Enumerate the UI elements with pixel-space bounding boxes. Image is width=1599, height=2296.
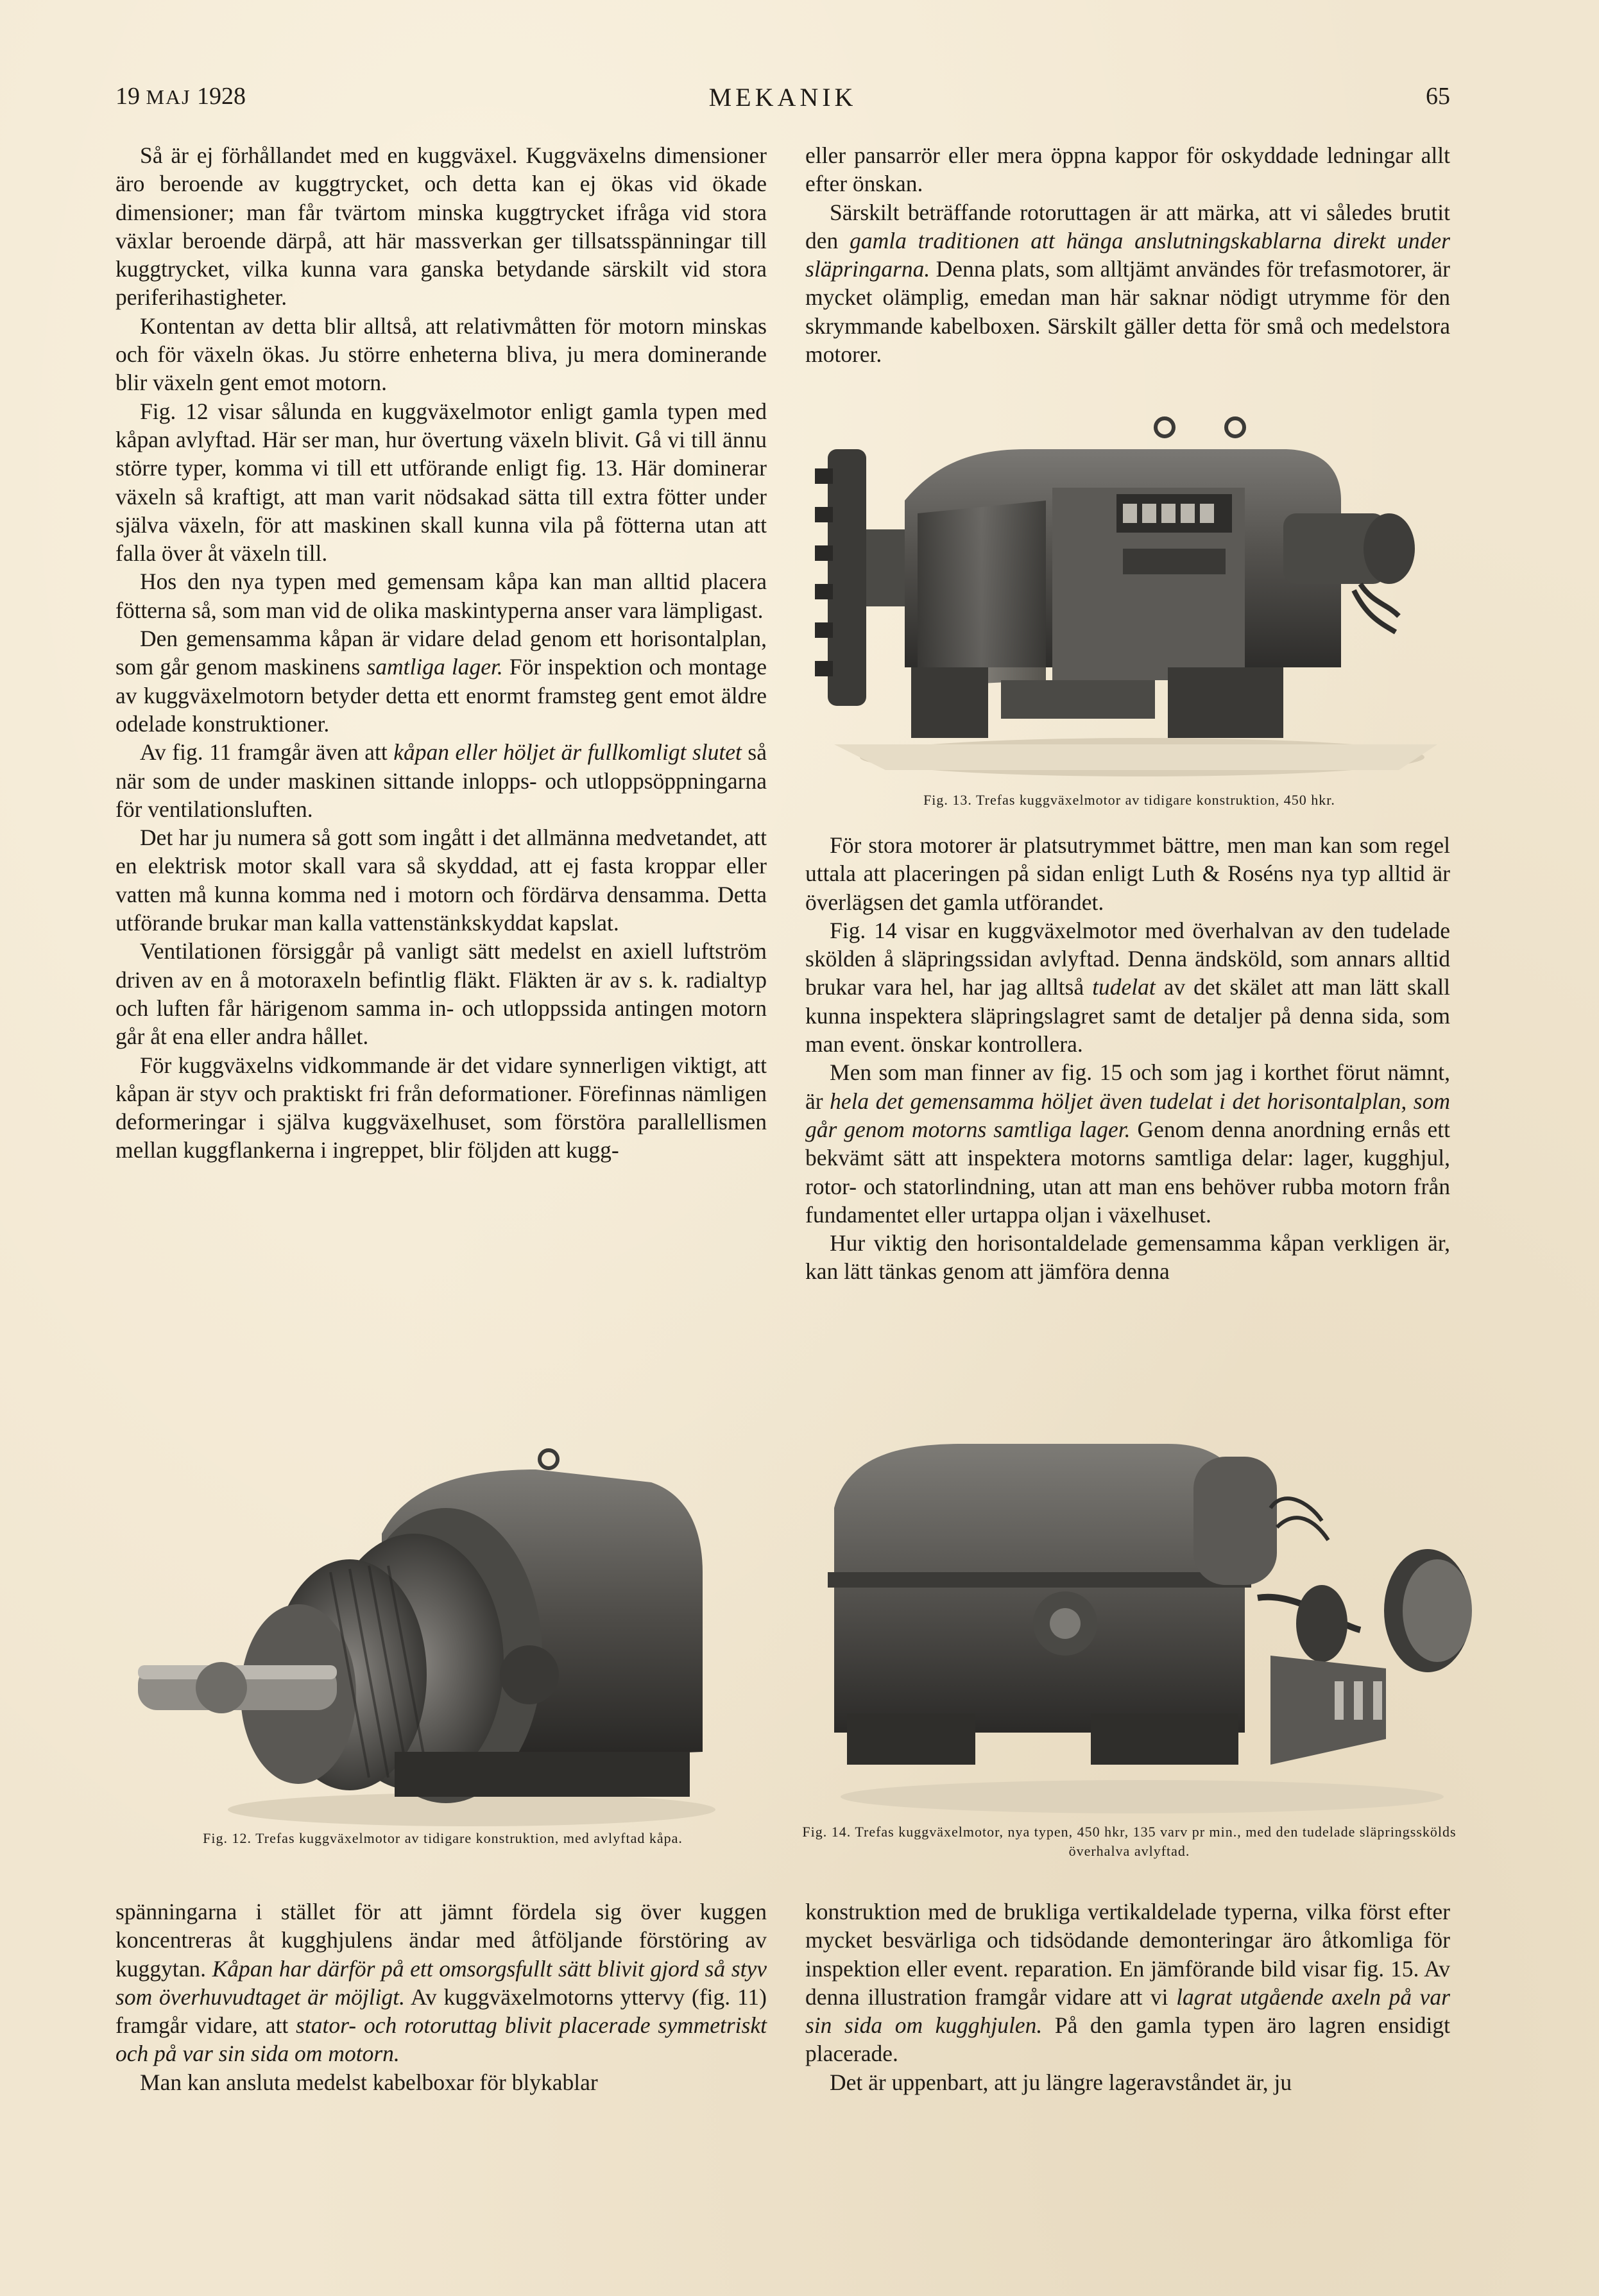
paragraph: Hur viktig den horisontaldelade gemensamma kåpan verkligen är, kan lätt tänkas genom att jämföra denna: [805, 1230, 1450, 1285]
paragraph: För stora motorer är platsutrymmet bättre, men man kan som regel uttala att placeringen på sidan enligt Luth & Roséns nya typ alltid är överlägsen det gamla utförandet.: [805, 832, 1450, 915]
paragraph: Kontentan av detta blir alltså, att relativmåtten för motorn minskas och för växeln ökas. Ju större enheterna bliva, ju mera dominerande blir växeln gent emot motorn.: [115, 313, 767, 396]
right-column-bottom: [805, 1898, 1450, 2096]
paragraph: Ventilationen försiggår på vanligt sätt medelst en axiell luftström driven av en å motoraxeln befintlig fläkt. Fläkten är av s. k. radialtyp och luften får härigenom samma in- och utloppssida antingen motorn går åt ena eller andra hållet.: [115, 938, 767, 1050]
paragraph: Så är ej förhållandet med en kuggväxel. Kuggväxelns dimensioner äro beroende av kuggtrycket, och detta kan ej ökas vid ökade dimensioner; man får tvärtom minska kuggtrycket ifråga vid stora växlar beroende därpå, att här massverkan ger tillsatsspänningar till kuggtrycket, vilka kunna vara ganska betydande särskilt vid stora periferihastigheter.: [115, 142, 767, 311]
paragraph: Men som man finner av fig. 15 och som jag i korthet förut nämnt, är hela det gemensamma höljet även tudelat i det horisontalplan, som går genom motorns samtliga lager. Genom denna anordning ernås ett bekvämt sätt att inspektera motorns samtliga delar: lager, kugghjul, rotor- och statorlindning, utan att man ens behöver rubba motorn från fundamentet eller urtappa oljan i växelhuset.: [805, 1059, 1450, 1228]
paragraph: Det är uppenbart, att ju längre lageravståndet är, ju: [830, 2069, 1292, 2095]
paragraph: Hos den nya typen med gemensam kåpa kan man alltid placera fötterna så, som man vid de olika maskintyperna anser vara lämpligast.: [115, 569, 767, 623]
right-column-middle: [805, 831, 1450, 1286]
page-header: [115, 82, 1450, 121]
fig14-motor-illustration: [808, 1431, 1476, 1816]
fig13-caption: Fig. 13. Trefas kuggväxelmotor av tidigare konstruktion, 450 hkr.: [923, 792, 1335, 808]
paragraph: För kuggväxelns vidkommande är det vidare synnerligen viktigt, att kåpan är styv och praktiskt fri från deformationer. Förefinnas nämligen deformeringar i själva kuggväxelhuset, som förstöra parallellismen mellan kuggflankerna i ingreppet, blir följden att kugg-: [115, 1052, 767, 1163]
left-column-bottom: [115, 1898, 767, 2096]
paragraph: Av fig. 11 framgår även att kåpan eller höljet är fullkomligt slutet så när som de under maskinen sittande inlopps- och utloppsöppningarna för ventilationsluften.: [115, 739, 767, 822]
fig12-motor-illustration: [138, 1444, 735, 1829]
page-number: 65: [1426, 83, 1450, 110]
date-day: 19: [115, 83, 140, 110]
paragraph: Fig. 12 visar sålunda en kuggväxelmotor enligt gamla typen med kåpan avlyftad. Här ser man, hur övertung växeln blivit. Gå vi till ännu större typer, komma vi till ett utförande enligt fig. 13. Här dominerar växeln så kraftigt, att man varit nödsakad sätta till extra fötter under själva växeln, för att maskinen skall kunna vila på fötterna utan att falla över åt växeln till.: [115, 398, 767, 567]
left-column-top: [115, 141, 767, 1165]
fig13-motor-illustration: [808, 411, 1450, 783]
paragraph: Den gemensamma kåpan är vidare delad genom ett horisontalplan, som går genom maskinens samtliga lager. För inspektion och montage av kuggväxelmotorn betyder detta ett enormt framsteg gent emot äldre odelade konstruktioner.: [115, 626, 767, 737]
fig12-caption: Fig. 12. Trefas kuggväxelmotor av tidigare konstruktion, med avlyftad kåpa.: [203, 1830, 683, 1846]
paragraph: Fig. 14 visar en kuggväxelmotor med överhalvan av den tudelade skölden å släpringssidan avlyftad. Denna ändsköld, som annars alltid brukar vara hel, har jag alltså tudelat av det skälet att man lätt skall kunna inspektera släpringslagret samt de detaljer på denna sida, som man event. önskar kontrollera.: [805, 917, 1450, 1058]
paragraph: Särskilt beträffande rotoruttagen är att märka, att vi således brutit den gamla traditionen att hänga anslutningskablarna direkt under släpringarna. Denna plats, som alltjämt användes för trefasmotorer, är mycket olämplig, emedan man här saknar nödigt utrymme för den skrymmande kabelboxen. Särskilt gäller detta för små och medelstora motorer.: [805, 199, 1450, 368]
paragraph: Det har ju numera så gott som ingått i det allmänna medvetandet, att en elektrisk motor skall vara så skyddad, att ej fasta kroppar eller vatten må kunna komma ned i motorn och fördärva densamma. Detta utförande brukar man kalla vattenstänkskyddat kapslat.: [115, 825, 767, 936]
paragraph: eller pansarrör eller mera öppna kappor för oskyddade ledningar allt efter önskan.: [805, 142, 1450, 197]
paragraph: Man kan ansluta medelst kabelboxar för blykablar: [140, 2069, 598, 2095]
journal-title: MEKANIK: [708, 83, 857, 112]
fig14-caption: Fig. 14. Trefas kuggväxelmotor, nya typen, 450 hkr, 135 varv pr min., med den tudelade släpringsskölds överhalva avlyftad.: [802, 1824, 1457, 1859]
paragraph: konstruktion med de brukliga vertikaldelade typerna, vilka först efter mycket besvärliga och tidsödande demonteringar äro åtkomliga för inspektion eller event. reparation. En jämförande bild visar fig. 15. Av denna illustration framgår vidare att vi lagrat utgående axeln på var sin sida om kugghjulen. På den gamla typen äro lagren ensidigt placerade.: [805, 1899, 1450, 2067]
right-column-top: [805, 141, 1450, 368]
paragraph: spänningarna i stället för att jämnt fördela sig över kuggen koncentreras åt kugghjulens ändar med åtföljande förstöring av kuggytan. Kåpan har därför på ett omsorgsfullt sätt blivit gjord så styv som överhuvudtaget är möjligt. Av kuggväxelmotorns yttervy (fig. 11) framgår vidare, att stator- och rotoruttag blivit placerade symmetriskt och på var sin sida om motorn.: [115, 1899, 767, 2067]
date-month: MAJ: [146, 85, 191, 108]
date-year: 1928: [197, 83, 246, 110]
issue-date: [115, 82, 246, 110]
